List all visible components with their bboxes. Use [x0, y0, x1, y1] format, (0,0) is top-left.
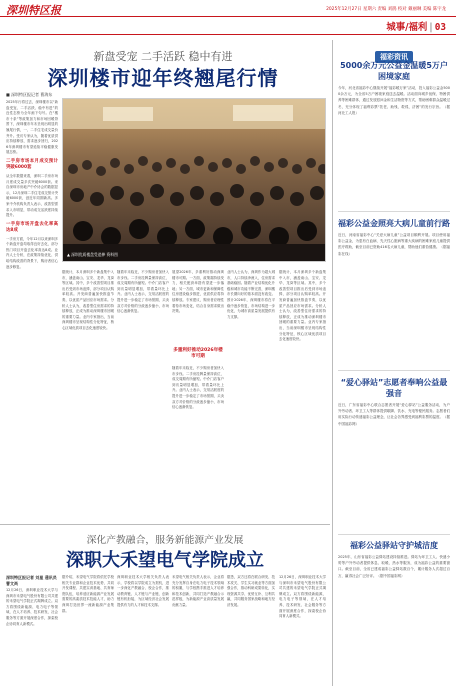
bottom-story-col4: 禾望电气相关负责人表示，企业将充分发挥自身在电力电子技术领域的积累，与学校携手推进人才培养和技术创新，共同打造产教融合示范样板，为新能源产业高质量发展贡献力量。	[172, 575, 224, 607]
top-story-col5: 业内人士认为，深圳作为超大城市，人口持续净流入，住房需求基础稳固。随着产业结构优化升级和城市功能不断完善，深圳楼市长期向好的基本面没有改变。预计2026年，深圳楼市将在平稳中逐步恢复，市场结构进一步优化，为城市高质量发展提供有力支撑。	[227, 270, 275, 319]
bottom-story-col1: 12月26日，深圳职业技术大学与深圳市禾望电气股份有限公司共建的禾望电气学院正式揭牌成立。双方将围绕新能源、电力电子等领域，在人才培养、技术研发、社会服务等方面开展深度合作，探索校企协同育人新模式。	[6, 588, 58, 626]
sidebar-item-body: 今年，河北省福彩中心继续开展“福彩暖万家”活动，投入福彩公益金5000余万元，为全省5万户困境家庭送去温暖。活动面向城乡低保、特困供养等困难群体，通过发放慰问金和生活物资等方式，帮助困难群众温暖过冬，充分体现了福利彩票“扶老、助残、救孤、济困”的发行宗旨。（据河北工人报）	[338, 86, 450, 115]
top-story-col3: 随着年末临近，不少购房者加快入市步伐。二手房挂牌量保持高位，成交周期有所缩短。中介门店客户到访量明显增加，带看量环比上升。业内人士表示，交易活跃度的提升进一步稳定了市场预期，买卖双方对价格的分歧逐步缩小，市场信心逐渐恢复。	[117, 270, 169, 314]
subheading: 多重利好推动2026年楼市可期	[173, 348, 223, 360]
page-number: 03	[434, 22, 446, 33]
section-divider: |	[429, 22, 433, 33]
paragraph: 从全年数据来看，深圳二手房市场月度成交量多次突破6000套。来自深圳市房地产中介协会的数据显示，12月深圳二手住宅成交预计突破6000套，创近年同期新高。多家中介机构负责人表示，改善型需求入市明显，带动成交活跃度持续提升。	[6, 173, 58, 218]
sidebar	[336, 40, 452, 686]
bottom-story-col2: 据介绍，禾望电气学院将依托学校相关专业群和企业技术优势，共同开发课程、共建实训基地、共育师资队伍，培养适应新能源产业发展需要的高素质技术技能人才，助力深圳打造世界一流新能源产业集群。	[62, 575, 114, 613]
sidebar-item-title: 5000余万元公益金温暖5万户困境家庭	[340, 61, 448, 81]
section-label	[386, 19, 446, 33]
photo-caption: ▲ 深圳优质楼盘受追捧 资料图	[67, 252, 118, 257]
sidebar-item	[338, 377, 450, 530]
sidebar-item-divider	[338, 211, 450, 212]
bottom-story-headline: 深职大禾望电气学院成立	[66, 550, 264, 571]
top-story-col4-a: 展望2026年，多重利好推动深圳楼市可期。一方面，政策端持续发力，相关配套举措有望进一步落地；另一方面，城市更新和保障性住房建设稳步推进，优质供应将持续释放。专家建议，购房者应理性看待市场变化，结合自身需求做出决策。	[172, 270, 224, 314]
bottom-story-col5: 据悉，双方还将在联合研发、技术攻关、学生实习就业等方面加强合作，推动科研成果转化，实现资源共享、优势互补、互利共赢，共同服务国家战略和地方经济发展。	[227, 575, 275, 607]
section-underline	[0, 34, 456, 35]
story-divider	[0, 524, 330, 525]
sidebar-item	[338, 218, 450, 356]
top-story-col2: 据统计，本月深圳多个新盘集中入市，涵盖南山、宝安、龙华、龙岗等区域。其中，多个改善型项目推出后受到市场追捧，部分项目认购率较高。开发商普遍加快推盘节奏，以优质产品回应市场需求。分析人士认为，改善型住房需求的持续释放，正成为推动深圳楼市回暖的重要力量。业内专家指出，当前深圳楼市呈现结构性分化特征，核心区域优质项目去化速度较快。	[62, 270, 114, 330]
sidebar-header-label: 福彩资讯	[375, 51, 413, 63]
sidebar-item-body: 2025年，山东省福彩公益驿站建设持续推进。驿站为环卫工人、快递小哥等户外劳动者提供休息、取暖、热水等服务，成为福彩公益的重要窗口。截至目前，全省已建成福彩公益驿站数百个，累计服务人次超过百万，赢得社会广泛好评。（据中国福彩网）	[338, 555, 450, 578]
sidebar-item-divider	[338, 370, 450, 371]
top-story-col4-b: 随着年末临近，不少购房者加快入市步伐。二手房挂牌量保持高位，成交周期有所缩短。中介门店客户到访量明显增加，带看量环比上升。业内人士表示，交易活跃度的提升进一步稳定了市场预期，买卖双方对价格的分歧逐步缩小，市场信心逐渐恢复。	[172, 366, 224, 410]
sidebar-divider	[332, 40, 333, 686]
bottom-story-kicker: 深化产教融合，服务新能源产业发展	[86, 535, 244, 546]
paragraph: 一手房方面，今年12月以来深圳多个新盘开盘均取得良好去化，部分热门项目开盘去化率高达8成。业内人士分析，在政策持续优化、供给结构改善的背景下，购房者信心逐步修复。	[6, 236, 58, 269]
newspaper-logo: 深圳特区报	[6, 4, 61, 17]
top-story-col6: 据统计，本月深圳多个新盘集中入市，涵盖南山、宝安、龙华、龙岗等区域。其中，多个改善型项目推出后受到市场追捧，部分项目认购率较高。开发商普遍加快推盘节奏，以优质产品回应市场需求。分析人士认为，改善型住房需求的持续释放，正成为推动深圳楼市回暖的重要力量。业内专家指出，当前深圳楼市呈现结构性分化特征，核心区域优质项目去化速度较快。	[279, 270, 326, 342]
paragraph: 2025年行将过去，深圳楼市以“新盘受宠、二手活跃、稳中有进”的良性态势为全年画下句号。在“楼市十条”等政策加力和市场回暖背景下，深圳楼市年末呈现出明显的翘尾行情，一、二手住宅成交量价齐升。受访专家认为，随着优质供应持续释放、需求逐步回归，2026年深圳楼市有望延续平稳健康发展态势。	[6, 100, 58, 155]
sidebar-item	[338, 540, 450, 672]
top-story-kicker: 新盘受宠 二手活跃 稳中有进	[93, 50, 233, 63]
date-line: 2025年12月27日 星期六 责编 刘鹃 校对 戴丽琳 美编 陈宇龙	[326, 7, 446, 12]
sidebar-item	[338, 60, 450, 209]
top-story-byline: ■ 深圳特区报记者 曹海东	[6, 92, 53, 97]
bottom-story-byline: 深圳特区报记者 刘星 通讯员 曹文尚	[6, 575, 57, 586]
top-story-col1	[6, 100, 58, 520]
sidebar-item-title: “爱心驿站”志愿者奉响公益最强音	[340, 378, 448, 398]
sidebar-item-divider	[338, 534, 450, 535]
subheading: 二手房市场本月成交预计突破6000套	[6, 158, 58, 170]
sidebar-item-body: 近日，河南省福彩中心“关爱大病儿童”公益项目顺利开展。项目使用福彩公益金，为患有白血病、先天性心脏病等重大疾病的困难家庭儿童提供医疗救助，截至目前已资助416名大病儿童，帮助他们重拾健康。（据福彩在线）	[338, 233, 450, 256]
sidebar-item-body: 近日，广东省福彩中心联合志愿者开展“爱心驿站”公益服务活动，为户外劳动者、环卫工人等群体提供歇脚、饮水、充电等便民服务。志愿者们用实际行动传递福彩公益理念，让社会各界感受到福利彩票的温度。（据中国福彩网）	[338, 403, 450, 426]
sidebar-item-title: 福彩公益驿站守护城洁度	[350, 541, 438, 550]
subheading: 一手房市场开盘去化率高达8成	[6, 221, 58, 233]
section-name: 城事/福利	[386, 22, 428, 33]
top-story-col4-wrap	[172, 270, 224, 520]
crowd-photo-graphic	[63, 99, 326, 262]
crowd-photo	[62, 98, 326, 262]
top-story-headline: 深圳楼市迎年终翘尾行情	[47, 66, 279, 90]
sidebar-item-title: 福彩公益金照亮大病儿童前行路	[338, 219, 450, 228]
masthead	[0, 0, 456, 17]
bottom-story-col6: 12月26日，深圳职业技术大学与深圳市禾望电气股份有限公司共建的禾望电气学院正式揭牌成立。双方将围绕新能源、电力电子等领域，在人才培养、技术研发、社会服务等方面开展深度合作，探索校企协同育人新模式。	[279, 575, 326, 619]
bottom-story-col3: 深圳职业技术大学相关负责人表示，学校将以学院成立为契机，进一步深化产教融合、校企合作，推动教育链、人才链与产业链、创新链有机衔接，为区域经济社会发展提供有力的人才和技术支撑。	[117, 575, 169, 607]
